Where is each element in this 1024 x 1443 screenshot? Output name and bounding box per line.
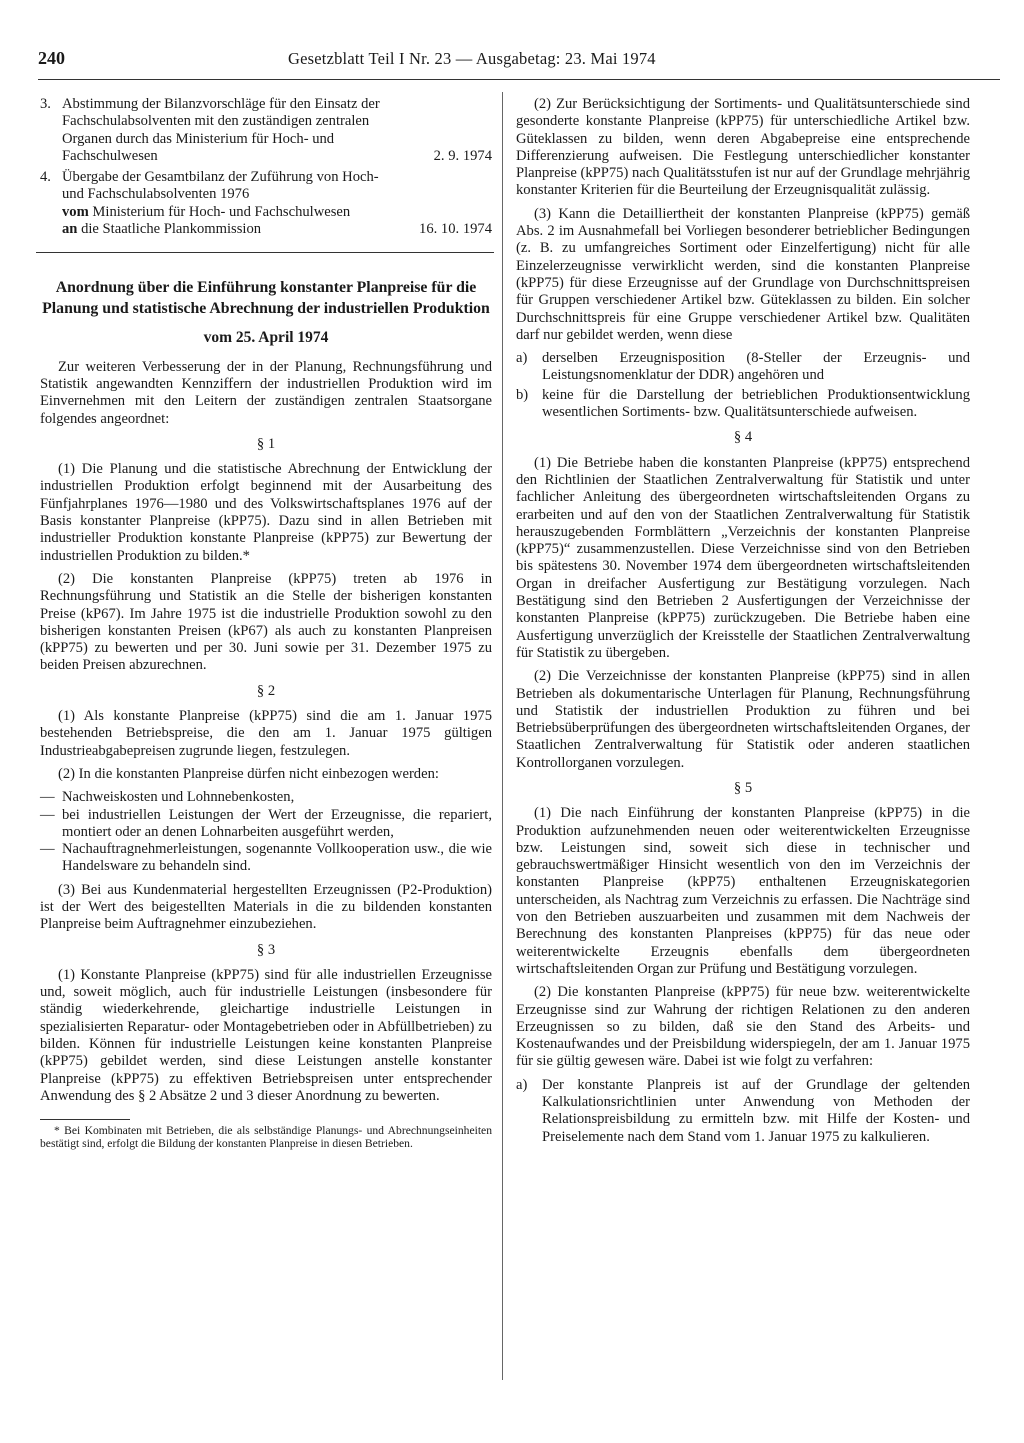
s4-paragraph-1: (1) Die Betriebe haben die konstanten Planpreise (kPP75) entsprechend den Richtlinien der Staatlichen Zentralverwaltung für Statistik und unter fachlicher Anleitung des übergeordneten wirtschaftsleitenden Organs zu erarbeiten und auf den von der Staatlichen Zentralverwaltung für Statistik herauszugebenden Formblättern „Verzeichnis der konstanten Planpreise (kPP75)“ zusammenzustellen. Diese Verzeichnisse sind von den Betrieben bis spätestens 30. November 1974 dem übergeordneten wirtschaftsleitenden Organ in dreifacher Ausfertigung zur Bestätigung vorzulegen. Nach Bestätigung sind den Betrieben 2 Ausfertigungen der Verzeichnisse der konstanten Planpreise (kPP75) zurückzugeben. Die Betriebe haben eine Ausfertigung unverzüglich der Kreisstelle der Staatlichen Zentralverwaltung für Statistik zu übergeben. <box>516 454 970 661</box>
vom-text: Ministerium für Hoch- und Fachschulwesen <box>92 203 351 220</box>
page-header <box>38 50 1000 74</box>
list-item-text: derselben Erzeugnisposition (8-Steller der Erzeugnis- und Leistungsnomenklatur der DDR) angehören und <box>542 350 970 384</box>
dash-marker: — <box>40 789 55 806</box>
section-heading-5: § 5 <box>733 779 753 796</box>
an-label: an <box>62 221 78 238</box>
list-item <box>40 789 492 806</box>
s5-paragraph-1: (1) Die nach Einführung der konstanten Planpreise (kPP75) in die Produktion aufzunehmenden neuen oder weiterentwickelten Erzeugnisse bzw. Leistungen sind, soweit sich diese in technischer und gebrauchswertmäßiger Hinsicht wesentlich von den im Verzeichnis der konstanten Planpreise (kPP75) enthaltenen Erzeugniskategorien unterscheiden, als Nachtrag zum Verzeichnis zu erfassen. Die Nachträge sind von den Betrieben auszuarbeiten und zusammen mit dem Nachweis der Berechnung des konstanten Planpreises (kPP75) für das neue oder weiterentwickelte Erzeugnis ebenfalls dem übergeordneten wirtschaftsleitenden Organ zur Prüfung und Bestätigung vorzulegen. <box>516 805 970 977</box>
section-heading-4: § 4 <box>733 429 753 446</box>
s2-paragraph-1: (1) Als konstante Planpreise (kPP75) sind die am 1. Januar 1975 bestehenden Betriebspreise, die den am 1. Januar 1975 gültigen Industrieabgabepreisen zugrunde liegen, festzulegen. <box>40 708 492 759</box>
s3-paragraph-2: (2) Zur Berücksichtigung der Sortiments- und Qualitätsunterschiede sind gesonderte konstante Planpreise (kPP75) für unterschiedliche Artikel bzw. Güteklassen zu bilden, wenn deren Abgabepreise eine entsprechende Differenzierung aufweisen. Die Festlegung unterschiedlicher konstanter Planpreise (kPP75) nach Qualitätsstufen ist nur auf der Grundlage mehrjährig konstanter Kriterien für die Beurteilung der Erzeugnisqualität zulässig. <box>516 96 970 199</box>
dash-marker: — <box>40 806 55 823</box>
item-text: Übergabe der Gesamtbilanz der Zuführung von Hoch- und Fachschulabsolventen 1976 <box>62 169 379 203</box>
list-item <box>40 841 492 876</box>
footnote: * Bei Kombinaten mit Betrieben, die als selbständige Planungs- und Abrechnungseinheiten bestätigt sind, erfolgt die Bildung der konstanten Planpreise in diesen Betrieben. <box>40 1124 492 1151</box>
s2-paragraph-3: (3) Bei aus Kundenmaterial hergestellten Erzeugnissen (P2-Produktion) ist der Wert des beigestellten Materials in die zu bildenden konstanten Planpreise beim Auftragnehmer einzubeziehen. <box>40 881 492 933</box>
s1-paragraph-2: (2) Die konstanten Planpreise (kPP75) treten ab 1976 in Rechnungsführung und Statistik an die Stelle der bisherigen konstanten Preise (kP67). Im Jahre 1975 ist die industrielle Produktion sowohl zu den bisherigen konstanten Preisen (kP67) als auch zu konstanten Planpreisen (kPP75) zu bewerten und per 30. Juni sowie per 31. Dezember 1975 zu beiden Preisen abzurechnen. <box>40 570 492 674</box>
footnote-rule <box>40 1119 130 1120</box>
item-an-line <box>62 221 402 238</box>
list-item <box>40 807 492 842</box>
list-marker: b) <box>516 386 529 403</box>
s3-paragraph-1: (1) Konstante Planpreise (kPP75) sind für alle industriellen Erzeugnisse und, soweit möglich, auch für industrielle Leistungen (insbesondere für ständig wiederkehrende, gleichartige industrielle Leistungen in spezialisierten Reparatur- oder Montagebetrieben oder in Abfüllbetrieben) zu bilden. Können für industrielle Leistungen keine konstanten Planpreise (kPP75) gebildet werden, sind diese Leistungen anstelle konstanter Planpreise (kPP75) zu effektiven Betriebspreisen unter entsprechender Anwendung des § 2 Absätze 2 und 3 dieser Anordnung zu bewerten. <box>40 966 492 1104</box>
header-rule <box>38 79 1000 80</box>
section-heading-2: § 2 <box>256 682 276 699</box>
s5-paragraph-2: (2) Die konstanten Planpreise (kPP75) für neue bzw. weiterentwickelte Erzeugnisse sind zur Wahrung der richtigen Relationen zu den anderen Erzeugnissen so zu bilden, daß sie den Stand des Arbeits- und Kostenaufwandes und der Preisbildung widerspiegeln, der am 1. Januar 1975 für sie gültig gewesen wäre. Dabei ist wie folgt zu verfahren: <box>516 984 970 1070</box>
list-item-text: bei industriellen Leistungen der Wert der Erzeugnisse, die repariert, montiert oder an denen Lohnarbeiten ausgeführt werden, <box>62 806 492 840</box>
list-item <box>516 1077 970 1146</box>
list-item-text: Nachauftragnehmerleistungen, sogenannte Vollkooperation usw., die wie Handelsware zu behandeln sind. <box>62 841 492 875</box>
column-divider <box>502 92 503 1380</box>
item-number: 3. <box>40 96 51 112</box>
list-item-text: Nachweiskosten und Lohnnebenkosten, <box>62 789 295 806</box>
document-title: Anordnung über die Einführung konstanter Planpreise für die Planung und statistische Abrechnung der industriellen Produktion <box>42 279 490 318</box>
vom-label: vom <box>62 203 89 220</box>
item-text: Abstimmung der Bilanzvorschläge für den Einsatz der Fachschulabsolventen mit den zuständigen zentralen Organen durch das Ministerium für Hoch- und Fachschulwesen <box>62 96 380 164</box>
section-heading-1: § 1 <box>256 435 276 452</box>
an-text: die Staatliche Plankommission <box>81 221 262 238</box>
s4-paragraph-2: (2) Die Verzeichnisse der konstanten Planpreise (kPP75) sind in allen Betrieben als dokumentarische Unterlagen für Planung, Rechnungsführung und Statistik der industriellen Produktion zu führen und bei Betriebsüberprüfungen des übergeordneten wirtschaftsleitenden Organes, der Staatlichen Zentralverwaltung für Statistik oder anderen staatlichen Kontrollorganen vorzulegen. <box>516 668 970 771</box>
list-marker: a) <box>516 350 528 367</box>
s2-paragraph-2: (2) In die konstanten Planpreise dürfen nicht einbezogen werden: <box>58 765 439 782</box>
s3-condition-list <box>516 350 970 421</box>
item-number: 4. <box>40 169 51 186</box>
left-column <box>40 96 492 1156</box>
s3-paragraph-3: (3) Kann die Detailliertheit der konstanten Planpreise (kPP75) gemäß Abs. 2 im Ausnahmefall bei Vorliegen besonderer betrieblicher Bedingungen (z. B. zu umfangreiches Sortiment oder Einzelfertigung) nicht für alle Einzelerzeugnisse verwirklicht werden, sind die konstanten Planpreise (kPP75) für diese Erzeugnisse auf der Grundlage von Durchschnittspreisen für Gruppen verschiedener Artikel bzw. Güteklassen zu bilden. Ein solcher Durchschnittspreis für eine Gruppe verschiedener Artikel bzw. Qualitäten darf nur gebildet werden, wenn diese <box>516 205 970 343</box>
s5-procedure-list <box>516 1077 970 1146</box>
right-column <box>516 96 970 1152</box>
page-number: 240 <box>38 48 65 68</box>
section-heading-3: § 3 <box>256 941 276 958</box>
list-item-text: Der konstante Planpreis ist auf der Grundlage der geltenden Kalkulationsrichtlinien unter Anwendung von Methoden der Relationspreisbildung zu ermitteln bzw. mit Hilfe der Kosten- und Preiselemente nach dem Stand vom 1. Januar 1975 zu kalkulieren. <box>542 1076 970 1145</box>
item-date: 16. 10. 1974 <box>419 221 492 238</box>
dash-marker: — <box>40 841 55 858</box>
schedule-item-3 <box>40 96 492 165</box>
s2-exclusion-list <box>40 789 492 875</box>
list-item <box>516 387 970 422</box>
s1-paragraph-1: (1) Die Planung und die statistische Abrechnung der Entwicklung der industriellen Produktion erfolgt beginnend mit der Ausarbeitung des Fünfjahrplanes 1976—1980 und des Volkswirtschaftsplanes 1976 auf der Basis konstanter Planpreise (kPP75). Dazu sind in allen Betrieben mit industrieller Produktion konstante Planpreise (kPP75) zur Bewertung der industriellen Produktion zu bilden.* <box>40 461 492 564</box>
list-item <box>516 350 970 385</box>
schedule-item-4 <box>40 169 492 238</box>
running-title: Gesetzblatt Teil I Nr. 23 — Ausgabetag: 23. Mai 1974 <box>288 49 656 68</box>
list-item-text: keine für die Darstellung der betrieblichen Produktionsentwicklung wesentlichen Sortiments- bzw. Qualitätsunterschiede aufweisen. <box>542 386 970 421</box>
preamble: Zur weiteren Verbesserung der in der Planung, Rechnungsführung und Statistik angewandten Kennziffern der industriellen Produktion wird im Einvernehmen mit den Leitern der zuständigen zentralen Staatsorgane folgendes angeordnet: <box>40 358 492 427</box>
list-marker: a) <box>516 1076 528 1093</box>
item-date: 2. 9. 1974 <box>433 147 492 164</box>
document-date: vom 25. April 1974 <box>203 329 329 347</box>
section-rule <box>36 252 494 253</box>
item-vom-line <box>62 204 402 221</box>
